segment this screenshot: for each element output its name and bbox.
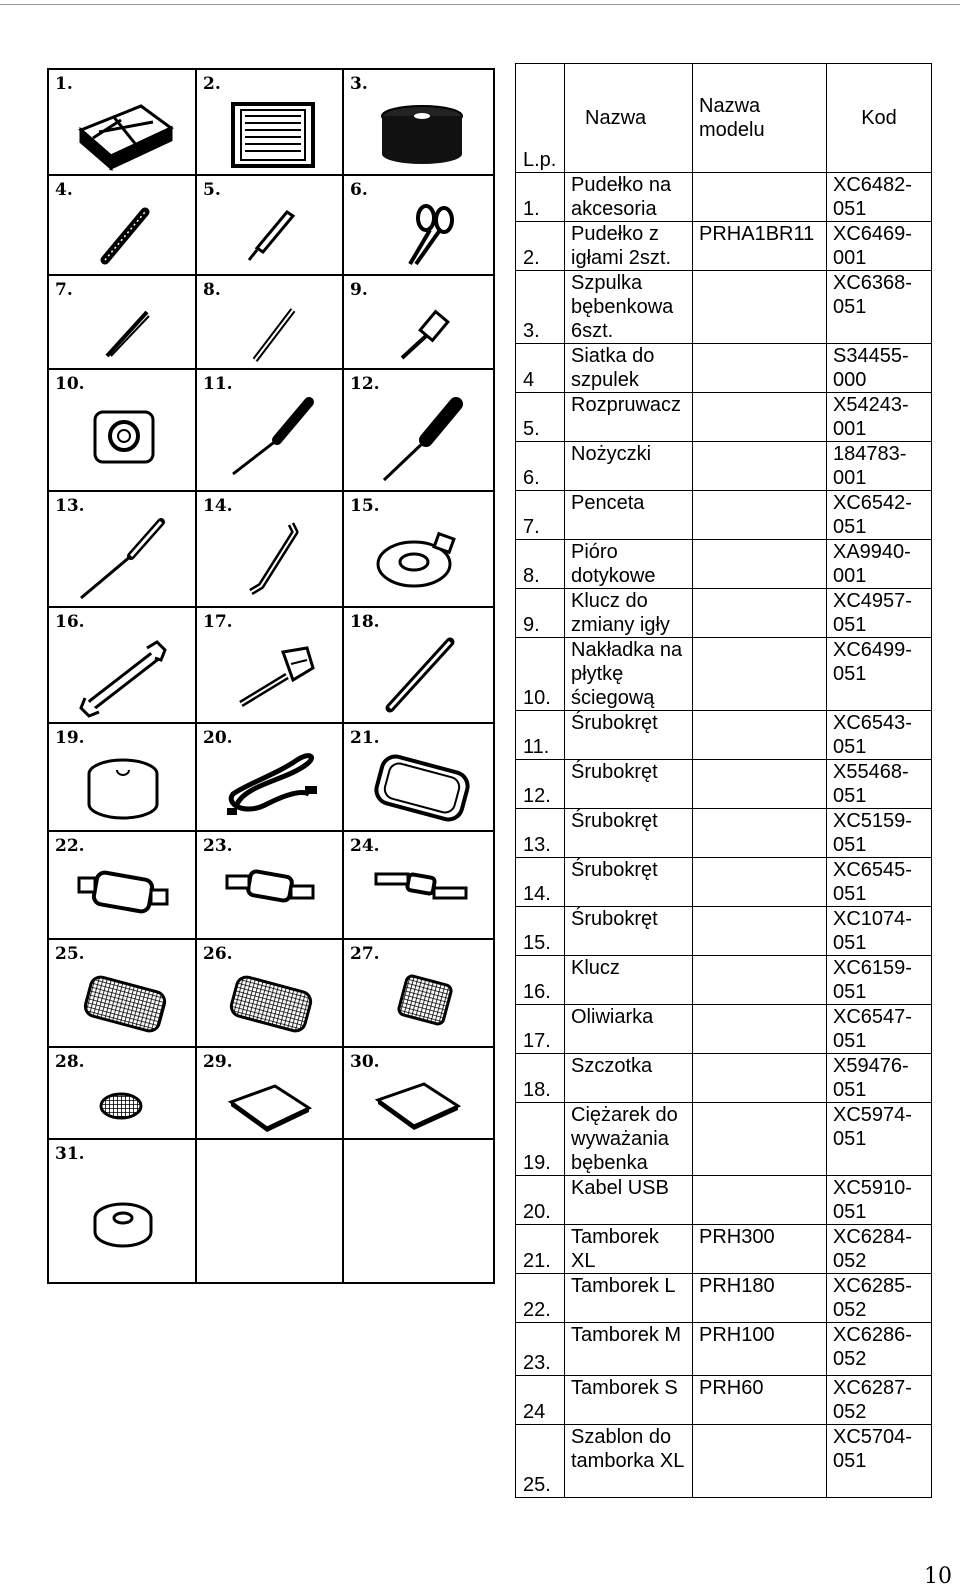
table-row [516, 540, 932, 589]
illustration-number: 9. [350, 280, 368, 300]
illustration-scissors [344, 176, 493, 274]
cell-lp: 5. [516, 393, 565, 442]
table-row [516, 809, 932, 858]
illustration-wrench [49, 608, 195, 722]
cell-model: PRH100 [693, 1323, 827, 1376]
cell-lp: 22. [516, 1274, 565, 1323]
illustration-number: 29. [203, 1052, 233, 1072]
cell-code: XC5704-051 [827, 1425, 932, 1498]
cell-name: Oliwiarka [565, 1005, 693, 1054]
cell-model [693, 809, 827, 858]
embroidery-frame-icon [49, 832, 195, 938]
illustration-seam-ripper [197, 176, 342, 274]
cell-code: X59476-051 [827, 1054, 932, 1103]
cell-code: XC6499-051 [827, 638, 932, 711]
illustration-number: 4. [55, 180, 73, 200]
header-name: Nazwa [565, 64, 693, 173]
table-row [516, 858, 932, 907]
cell-lp: 8. [516, 540, 565, 589]
embroidery-frame-icon [344, 832, 493, 938]
illustration-sheet-29 [197, 1048, 342, 1138]
cell-model [693, 540, 827, 589]
cell-lp: 10. [516, 638, 565, 711]
table-row [516, 907, 932, 956]
scissors-icon [344, 176, 493, 274]
parts-table [515, 63, 932, 1498]
cell-name: Tamborek XL [565, 1225, 693, 1274]
illustration-number: 31. [55, 1144, 85, 1164]
table-row [516, 711, 932, 760]
illustration-touch-pen [197, 276, 342, 368]
cell-model: PRH180 [693, 1274, 827, 1323]
cell-lp: 23. [516, 1323, 565, 1376]
table-row [516, 393, 932, 442]
cell-name: Pióro dotykowe [565, 540, 693, 589]
cell-name: Rozpruwacz [565, 393, 693, 442]
cell-model [693, 173, 827, 222]
needle-case-icon [197, 70, 342, 174]
cell-name: Śrubokręt [565, 809, 693, 858]
header-model: Nazwa modelu [693, 64, 827, 173]
cell-model [693, 858, 827, 907]
cell-model [693, 344, 827, 393]
cell-model [693, 589, 827, 638]
illustration-screwdriver-14 [197, 492, 342, 606]
table-row [516, 589, 932, 638]
cell-name: Szpulka bębenkowa 6szt. [565, 271, 693, 344]
cell-name: Klucz [565, 956, 693, 1005]
illustration-number: 28. [55, 1052, 85, 1072]
cell-model [693, 956, 827, 1005]
accessory-box-icon [49, 70, 195, 174]
illustration-number: 20. [203, 728, 233, 748]
illustration-screwdriver-13 [49, 492, 195, 606]
embroidery-template-icon [197, 940, 342, 1046]
cell-code: XC5974-051 [827, 1103, 932, 1176]
cell-lp: 6. [516, 442, 565, 491]
cell-code: XC6545-051 [827, 858, 932, 907]
accessory-illustrations-grid [47, 68, 495, 1284]
illustration-number: 8. [203, 280, 221, 300]
bobbin-net-icon [49, 176, 195, 274]
illustration-number: 26. [203, 944, 233, 964]
illustration-number: 19. [55, 728, 85, 748]
cell-code: XC6285-052 [827, 1274, 932, 1323]
table-row [516, 956, 932, 1005]
cell-name: Penceta [565, 491, 693, 540]
cell-model [693, 1176, 827, 1225]
cell-code: X55468-051 [827, 760, 932, 809]
cell-model [693, 393, 827, 442]
illustration-number: 14. [203, 496, 233, 516]
usb-cable-icon [197, 724, 342, 830]
wrench-icon [49, 608, 195, 722]
cell-model [693, 442, 827, 491]
embroidery-template-icon [49, 940, 195, 1046]
illustration-brush [344, 608, 493, 722]
cell-code: XC6286-052 [827, 1323, 932, 1376]
illustration-needle-changer [344, 276, 493, 368]
cell-name: Nożyczki [565, 442, 693, 491]
cell-lp: 25. [516, 1425, 565, 1498]
illustration-bobbin-net [49, 176, 195, 274]
cell-name: Śrubokręt [565, 858, 693, 907]
illustration-number: 7. [55, 280, 73, 300]
cell-code: XC6543-051 [827, 711, 932, 760]
cell-lp: 15. [516, 907, 565, 956]
sheet-icon [197, 1048, 342, 1138]
table-row [516, 1005, 932, 1054]
table-row [516, 222, 932, 271]
illustration-bobbin [344, 70, 493, 174]
weight-icon [49, 724, 195, 830]
illustration-usb-cable [197, 724, 342, 830]
bobbin-icon [344, 70, 493, 174]
cell-lp: 2. [516, 222, 565, 271]
illustration-template-xl [49, 940, 195, 1046]
cell-name: Klucz do zmiany igły [565, 589, 693, 638]
cell-lp: 1. [516, 173, 565, 222]
table-row [516, 1376, 932, 1425]
illustration-number: 24. [350, 836, 380, 856]
table-row [516, 491, 932, 540]
cell-lp: 19. [516, 1103, 565, 1176]
illustration-number: 27. [350, 944, 380, 964]
cell-code: XC6542-051 [827, 491, 932, 540]
brush-icon [344, 608, 493, 722]
cell-model [693, 491, 827, 540]
cell-name: Szablon do tamborka XL [565, 1425, 693, 1498]
cell-model [693, 907, 827, 956]
sheet-icon [344, 1048, 493, 1138]
top-rule [0, 4, 960, 5]
cell-name: Pudełko z igłami 2szt. [565, 222, 693, 271]
screwdriver-icon [49, 492, 195, 606]
embroidery-frame-icon [197, 832, 342, 938]
table-row [516, 1176, 932, 1225]
cell-model [693, 638, 827, 711]
seam-ripper-icon [197, 176, 342, 274]
header-code: Kod [827, 64, 932, 173]
illustration-number: 1. [55, 74, 73, 94]
cell-name: Śrubokręt [565, 760, 693, 809]
cell-name: Ciężarek do wyważania bębenka [565, 1103, 693, 1176]
cell-lp: 3. [516, 271, 565, 344]
cell-lp: 12. [516, 760, 565, 809]
cell-lp: 7. [516, 491, 565, 540]
illustration-spool-cap [49, 1140, 195, 1282]
cell-lp: 4 [516, 344, 565, 393]
needle-plate-cover-icon [49, 370, 195, 490]
illustration-bobbin-case-weight [49, 724, 195, 830]
oiler-icon [197, 608, 342, 722]
table-row [516, 760, 932, 809]
illustration-number: 15. [350, 496, 380, 516]
cell-model [693, 1425, 827, 1498]
cell-name: Siatka do szpulek [565, 344, 693, 393]
spool-cap-icon [49, 1140, 195, 1282]
cell-model [693, 760, 827, 809]
cell-code: XC5159-051 [827, 809, 932, 858]
table-row [516, 1425, 932, 1498]
cell-model: PRH300 [693, 1225, 827, 1274]
cell-code: XC6287-052 [827, 1376, 932, 1425]
illustration-frame-m [197, 832, 342, 938]
cell-code: XC5910-051 [827, 1176, 932, 1225]
cell-code: XC6368-051 [827, 271, 932, 344]
cell-name: Śrubokręt [565, 907, 693, 956]
illustration-number: 13. [55, 496, 85, 516]
cell-code: XC6469-001 [827, 222, 932, 271]
cell-name: Śrubokręt [565, 711, 693, 760]
cell-code: XA9940-001 [827, 540, 932, 589]
cell-lp: 21. [516, 1225, 565, 1274]
cell-code: 184783-001 [827, 442, 932, 491]
illustration-number: 10. [55, 374, 85, 394]
embroidery-template-icon [344, 940, 493, 1046]
page-number: 10 [924, 1564, 952, 1589]
cell-lp: 14. [516, 858, 565, 907]
table-row [516, 173, 932, 222]
embroidery-template-icon [49, 1048, 195, 1138]
table-body [516, 173, 932, 1498]
cell-code: XC6284-052 [827, 1225, 932, 1274]
table-row [516, 1103, 932, 1176]
table-header-row [516, 64, 932, 173]
illustration-tweezers [49, 276, 195, 368]
tweezers-icon [49, 276, 195, 368]
table-row [516, 638, 932, 711]
cell-name: Nakładka na płytkę ściegową [565, 638, 693, 711]
illustration-template-m [344, 940, 493, 1046]
illustration-frame-l [49, 832, 195, 938]
illustration-needle-case [197, 70, 342, 174]
illustration-number: 3. [350, 74, 368, 94]
illustration-number: 17. [203, 612, 233, 632]
cell-model [693, 1054, 827, 1103]
cell-model [693, 1103, 827, 1176]
table-row [516, 271, 932, 344]
illustration-number: 2. [203, 74, 221, 94]
illustration-number: 22. [55, 836, 85, 856]
illustration-number: 21. [350, 728, 380, 748]
illustration-number: 25. [55, 944, 85, 964]
illustration-screwdriver-12 [344, 370, 493, 490]
cell-name: Szczotka [565, 1054, 693, 1103]
illustration-number: 30. [350, 1052, 380, 1072]
illustration-template-s [49, 1048, 195, 1138]
embroidery-frame-icon [344, 724, 493, 830]
illustration-number: 12. [350, 374, 380, 394]
table-row [516, 1225, 932, 1274]
cell-model [693, 711, 827, 760]
illustration-number: 23. [203, 836, 233, 856]
cell-code: XC6159-051 [827, 956, 932, 1005]
illustration-number: 18. [350, 612, 380, 632]
cell-name: Pudełko na akcesoria [565, 173, 693, 222]
header-lp: L.p. [516, 64, 565, 173]
cell-lp: 20. [516, 1176, 565, 1225]
table-row [516, 1323, 932, 1376]
cell-lp: 11. [516, 711, 565, 760]
cell-lp: 13. [516, 809, 565, 858]
cell-code: S34455-000 [827, 344, 932, 393]
illustration-sheet-30 [344, 1048, 493, 1138]
cell-lp: 9. [516, 589, 565, 638]
needle-changer-icon [344, 276, 493, 368]
illustration-number: 11. [203, 374, 233, 394]
illustration-oiler [197, 608, 342, 722]
cell-code: XC6482-051 [827, 173, 932, 222]
illustration-frame-xl [344, 724, 493, 830]
cell-model: PRH60 [693, 1376, 827, 1425]
screwdriver-icon [344, 370, 493, 490]
cell-model: PRHA1BR11 [693, 222, 827, 271]
cell-name: Kabel USB [565, 1176, 693, 1225]
cell-code: XC1074-051 [827, 907, 932, 956]
cell-model [693, 1005, 827, 1054]
illustration-template-l [197, 940, 342, 1046]
l-shaped-screwdriver-icon [197, 492, 342, 606]
cell-code: XC6547-051 [827, 1005, 932, 1054]
illustration-needle-plate-cover [49, 370, 195, 490]
illustration-number: 16. [55, 612, 85, 632]
table-row [516, 442, 932, 491]
illustration-screwdriver-11 [197, 370, 342, 490]
table-row [516, 344, 932, 393]
illustration-frame-s [344, 832, 493, 938]
illustration-screwdriver-15 [344, 492, 493, 606]
cell-name: Tamborek M [565, 1323, 693, 1376]
cell-model [693, 271, 827, 344]
cell-name: Tamborek L [565, 1274, 693, 1323]
table-row [516, 1054, 932, 1103]
illustration-accessory-box [49, 70, 195, 174]
cell-code: X54243-001 [827, 393, 932, 442]
disc-screwdriver-icon [344, 492, 493, 606]
illustration-number: 5. [203, 180, 221, 200]
illustration-number: 6. [350, 180, 368, 200]
cell-lp: 18. [516, 1054, 565, 1103]
cell-lp: 17. [516, 1005, 565, 1054]
cell-code: XC4957-051 [827, 589, 932, 638]
cell-lp: 16. [516, 956, 565, 1005]
touch-pen-icon [197, 276, 342, 368]
table-row [516, 1274, 932, 1323]
cell-name: Tamborek S [565, 1376, 693, 1425]
screwdriver-icon [197, 370, 342, 490]
cell-lp: 24 [516, 1376, 565, 1425]
